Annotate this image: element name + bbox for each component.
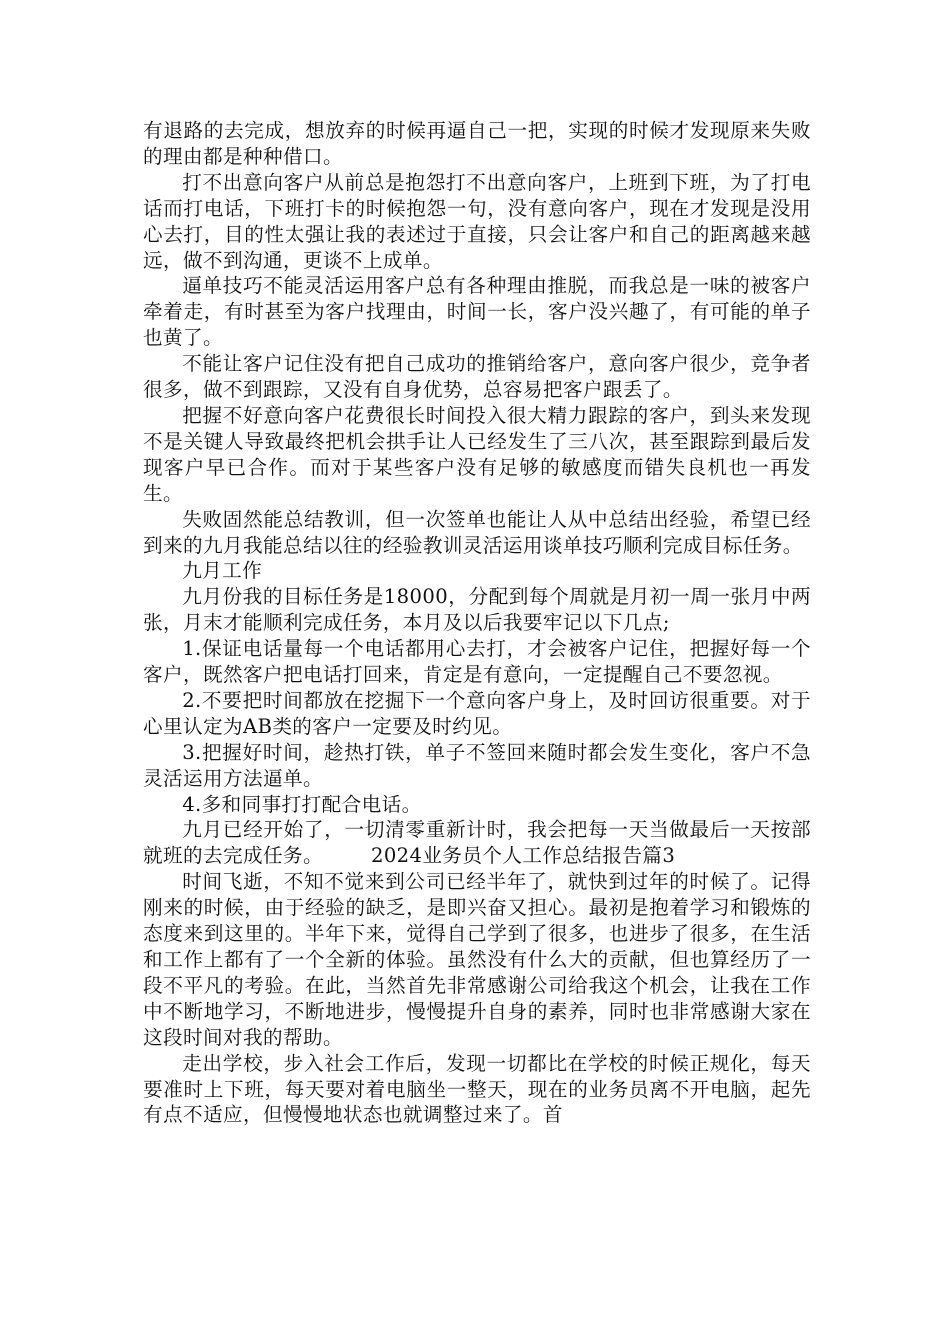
paragraph-closing-skills: 逼单技巧不能灵活运用客户总有各种理由推脱，而我总是一味的被客户牵着走，有时甚至为客户找理由，时间一长，客户没兴趣了，有可能的单子也黄了。 <box>143 274 811 350</box>
paragraph-client-memory: 不能让客户记住没有把自己成功的推销给客户，意向客户很少，竞争者很多，做不到跟踪，又没有自身优势，总容易把客户跟丢了。 <box>143 352 811 402</box>
paragraph-leaving-school: 走出学校，步入社会工作后，发现一切都比在学校的时候正规化，每天要准时上下班，每天要对着电脑坐一整天，现在的业务员离不开电脑，起先有点不适应，但慢慢地状态也就调整过来了。首 <box>143 1051 811 1127</box>
document-body <box>143 118 811 1128</box>
paragraph-closing <box>143 817 811 869</box>
heading-september-work: 九月工作 <box>182 559 263 583</box>
closing-sentence: 九月已经开始了，一切清零重新计时，我会把每一天当做最后一天按部就班的去完成任务。 <box>143 818 811 868</box>
paragraph-continued: 有退路的去完成，想放弃的时候再逼自己一把，实现的时候才发现原来失败的理由都是种种借口。 <box>143 119 811 168</box>
paragraph-lessons: 失败固然能总结教训，但一次签单也能让人从中总结出经验，希望已经到来的九月我能总结以往的经验教训灵活运用谈单技巧顺利完成目标任务。 <box>143 507 811 557</box>
paragraph-september-target: 九月份我的目标任务是18000，分配到每个周就是月初一周一张月中两张，月末才能顺利完成任务，本月及以后我要牢记以下几点; <box>143 585 811 635</box>
section-heading: 2024业务员个人工作总结报告篇3 <box>370 844 676 868</box>
list-item-2: 2.不要把时间都放在挖掘下一个意向客户身上，及时回访很重要。对于心里认定为AB类的客户一定要及时约见。 <box>143 688 811 738</box>
list-item-1: 1.保证电话量每一个电话都用心去打，才会被客户记住，把握好每一个客户，既然客户把电话打回来，肯定是有意向，一定提醒自己不要忽视。 <box>143 637 811 687</box>
list-item-4: 4.多和同事打打配合电话。 <box>182 792 422 816</box>
paragraph-lead-tracking: 把握不好意向客户花费很长时间投入很大精力跟踪的客户，到头来发现不是关键人导致最终把机会拱手让人已经发生了三八次，甚至跟踪到最后发现客户早已合作。而对于某些客户没有足够的敏感度而错失良机也一再发生。 <box>143 403 811 505</box>
list-item-3: 3.把握好时间，趁热打铁，单子不签回来随时都会发生变化，客户不急灵活运用方法逼单。 <box>143 740 811 790</box>
paragraph-half-year: 时间飞逝，不知不觉来到公司已经半年了，就快到过年的时候了。记得刚来的时候，由于经验的缺乏，是即兴奋又担心。最初是抱着学习和锻炼的态度来到这里的。半年下来，觉得自己学到了很多，也进步了很多，在生活和工作上都有了一个全新的体验。虽然没有什么大的贡献，但也算经历了一段不平凡的考验。在此，当然首先非常感谢公司给我这个机会，让我在工作中不断地学习，不断地进步，慢慢提升自身的素养，同时也非常感谢大家在这段时间对我的帮助。 <box>143 870 811 1049</box>
paragraph-no-leads: 打不出意向客户从前总是抱怨打不出意向客户，上班到下班，为了打电话而打电话，下班打卡的时候抱怨一句，没有意向客户，现在才发现是没用心去打，目的性太强让我的表述过于直接，只会让客户和自己的距离越来越远，做不到沟通，更谈不上成单。 <box>143 170 811 272</box>
